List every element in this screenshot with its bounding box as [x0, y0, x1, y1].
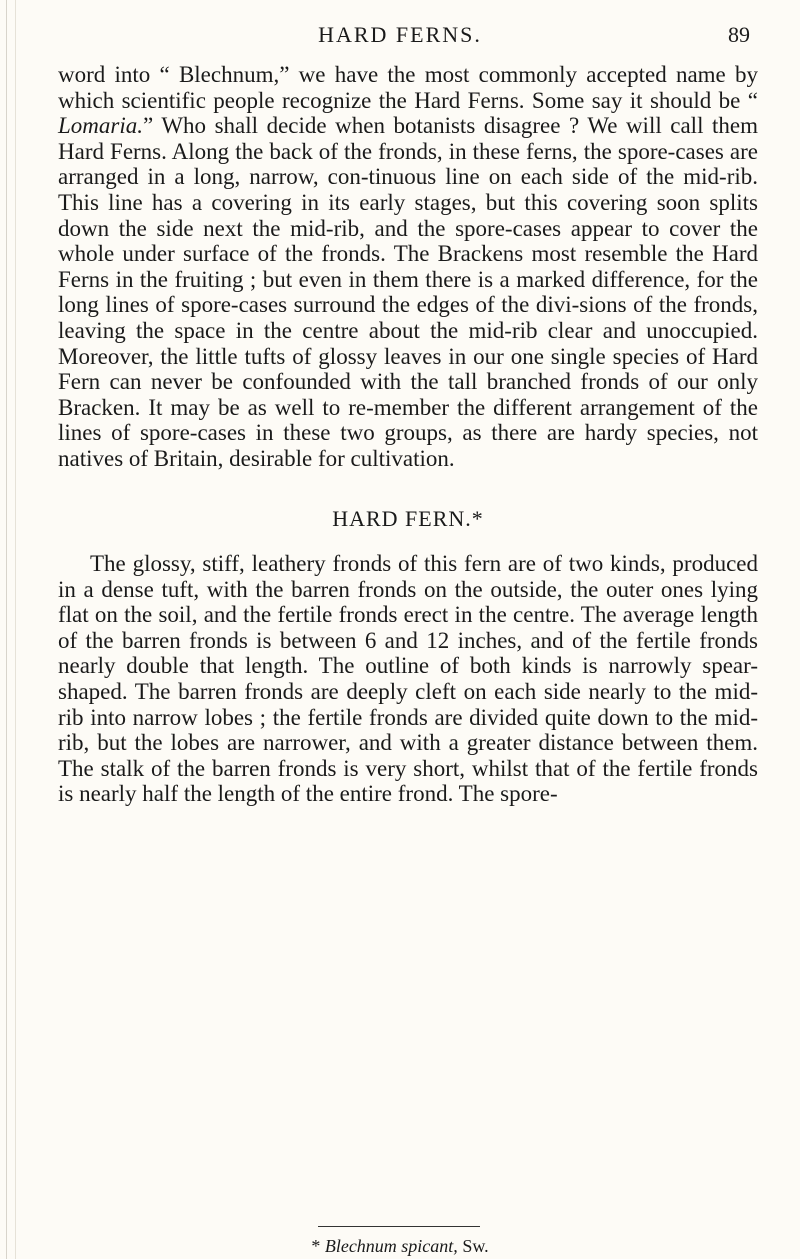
paragraph-blechnum-intro — [58, 62, 758, 472]
footnote-marker: * — [311, 1236, 325, 1256]
paragraph-text: ” Who shall decide when botanists disagree ? We will call them Hard Ferns. Along the back of the fronds, in these ferns, the spore-cases are arranged in a long, narrow, con-tinuous line on each side of the mid-rib. This line has a covering in its early stages, but this covering soon splits down the side next the mid-rib, and the spore-cases appear to cover the whole under surface of the fronds. The Brackens most resemble the Hard Ferns in the fruiting ; but even in them there is a marked difference, for the long lines of spore-cases surround the edges of the divi-sions of the fronds, leaving the space in the centre about the mid-rib clear and unoccupied. Moreover, the little tufts of glossy leaves in our one single species of Hard Fern can never be confounded with the tall branched fronds of our only Bracken. It may be as well to re-member the different arrangement of the lines of spore-cases in these two groups, as there are hardy species, not natives of Britain, desirable for cultivation. — [58, 113, 758, 471]
paragraph-text: word into “ Blechnum,” we have the most commonly accepted name by which scientific people recognize the Hard Ferns. Some say it should be “ — [58, 62, 758, 113]
body-text — [58, 62, 758, 807]
running-header — [50, 22, 750, 52]
footnote-latin-name: Blechnum spicant, — [324, 1236, 458, 1256]
footnote-rule — [318, 1226, 480, 1227]
footnote — [0, 1236, 800, 1257]
running-title: HARD FERNS. — [318, 22, 482, 47]
paragraph-hard-fern-description: The glossy, stiff, leathery fronds of this fern are of two kinds, produced in a dense tuft, with the barren fronds on the outside, the outer ones lying flat on the soil, and the fertile fronds erect in the centre. The average length of the barren fronds is between 6 and 12 inches, and of the fertile fronds nearly double that length. The outline of both kinds is narrowly spear-shaped. The barren fronds are deeply cleft on each side nearly to the mid-rib into narrow lobes ; the fertile fronds are divided quite down to the mid-rib, but the lobes are narrower, and with a greater distance between them. The stalk of the barren fronds is very short, whilst that of the fertile fronds is nearly half the length of the entire frond. The spore- — [58, 551, 758, 807]
italic-genus-name: Lomaria. — [58, 113, 143, 139]
section-heading: HARD FERN.* — [332, 505, 484, 531]
footnote-author: Sw. — [457, 1236, 489, 1256]
page-number: 89 — [728, 22, 750, 47]
page-binding-edge — [6, 0, 16, 1259]
